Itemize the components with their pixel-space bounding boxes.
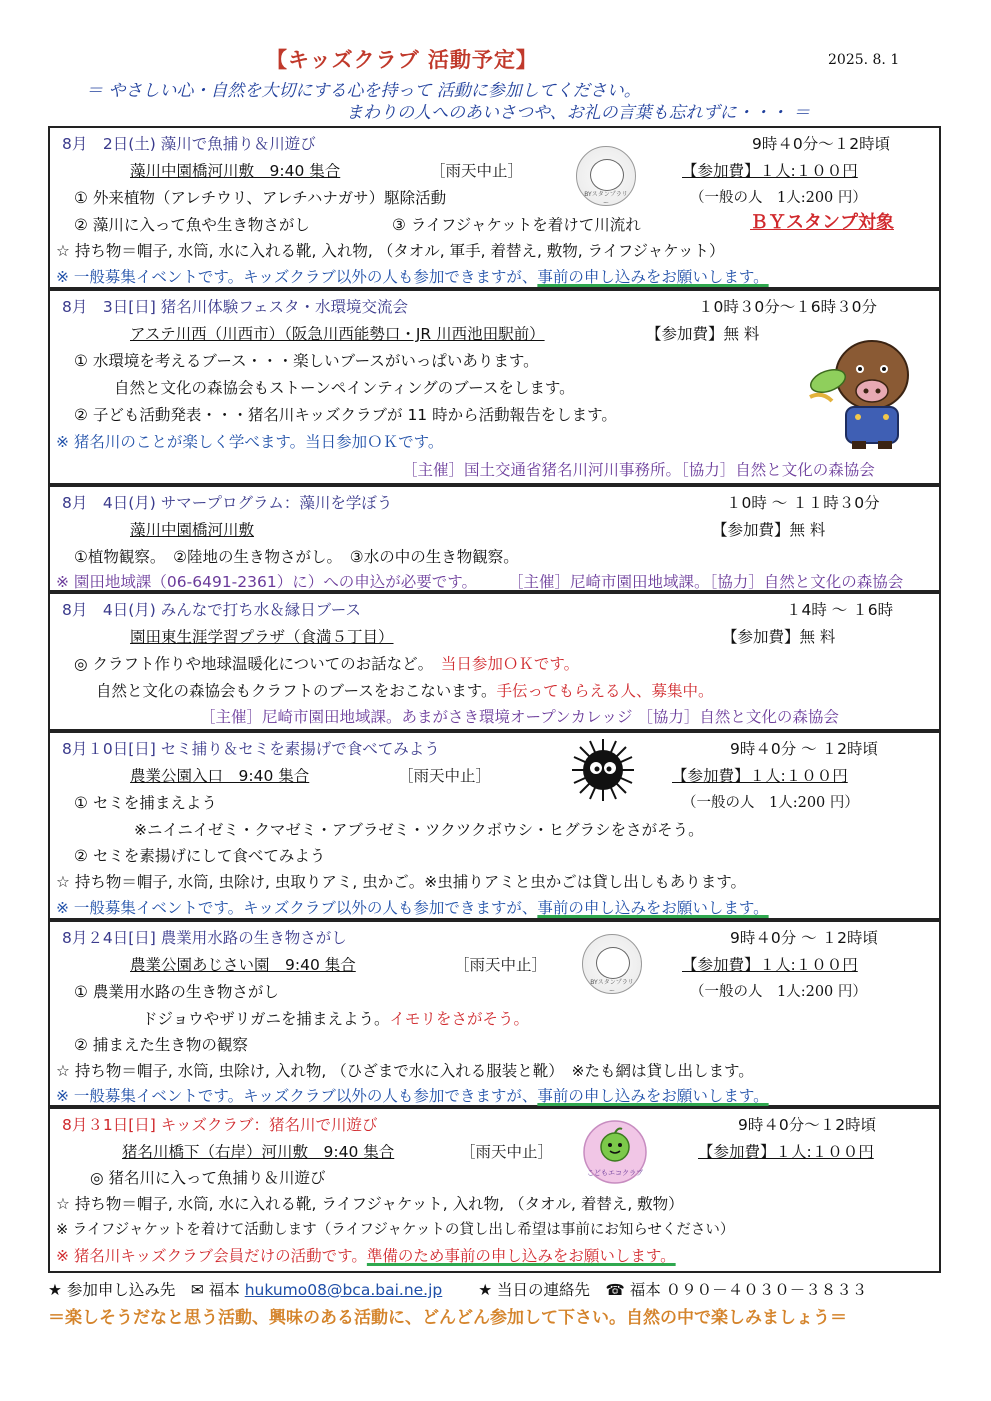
activity-line: 自然と文化の森協会もストーンペインティングのブースをします。 bbox=[114, 379, 575, 397]
notice bbox=[56, 1086, 769, 1106]
fee: 【参加費】１人:１００円 bbox=[698, 1143, 874, 1161]
event-place: 藻川中園橋河川敷 bbox=[130, 521, 255, 539]
notice-text: ※ 猪名川キッズクラブ会員だけの活動です。 bbox=[56, 1247, 367, 1265]
activity-line: ③ ライフジャケットを着けて川流れ bbox=[392, 216, 641, 234]
event-time: 9時４0分～１2時頃 bbox=[738, 1116, 877, 1134]
event-date-label: 8月２4日[日] bbox=[62, 929, 156, 947]
event-time: １4時 ～ １6時 bbox=[786, 601, 894, 619]
stamp-label: BYスタンプラリー bbox=[584, 191, 628, 207]
event-time: １0時 ～ １１時３0分 bbox=[726, 494, 880, 512]
event-section-aug24 bbox=[48, 920, 941, 1107]
event-date bbox=[62, 928, 347, 948]
apply-label: ★ 参加申し込み先 ✉ 福本 bbox=[48, 1281, 240, 1299]
boar-mascot-icon bbox=[802, 317, 918, 453]
notice bbox=[56, 267, 769, 287]
event-title: 藻川で魚捕り＆川遊び bbox=[160, 135, 316, 153]
activity-line: ① 農業用水路の生き物さがし bbox=[74, 983, 279, 1001]
event-section-aug4-program bbox=[48, 485, 941, 592]
event-date bbox=[62, 600, 361, 620]
activity-line bbox=[96, 681, 714, 701]
event-time: 9時４0分 ～ １2時頃 bbox=[730, 740, 878, 758]
items-list: ☆ 持ち物＝帽子, 水筒, 水に入れる靴, 入れ物, （タオル, 軍手, 着替え, 敷物, ライフジャケット） bbox=[56, 242, 725, 260]
fee-note: （一般の人 1人:200 円） bbox=[682, 795, 859, 811]
notice-request: 事前の申し込みをお願いします。 bbox=[537, 899, 769, 917]
event-section-aug31 bbox=[48, 1107, 941, 1273]
notice-request: 準備のため事前の申し込みをお願いします。 bbox=[366, 1247, 676, 1265]
notice-request: 事前の申し込みをお願いします。 bbox=[537, 1087, 769, 1105]
event-place: アステ川西（川西市）（阪急川西能勢口・JR 川西池田駅前） bbox=[130, 325, 545, 343]
organizer: ［主催］尼崎市園田地域課。あまがさき環境オープンカレッジ ［協力］自然と文化の森協会 bbox=[200, 708, 839, 726]
contact-info bbox=[48, 1278, 867, 1300]
notice-text: ※ 一般募集イベントです。キッズクラブ以外の人も参加できますが、 bbox=[56, 1087, 538, 1105]
activity-line bbox=[142, 1009, 529, 1029]
activity-highlight: イモリをさがそう。 bbox=[389, 1010, 530, 1028]
closing-message: ＝楽しそうだなと思う活動、興味のある活動に、どんどん参加して下さい。自然の中で楽しみましょう＝ bbox=[48, 1308, 847, 1328]
event-date bbox=[62, 134, 316, 154]
rain-note: ［雨天中止］ bbox=[454, 956, 548, 974]
event-date-label: 8月１0日[日] bbox=[62, 740, 156, 758]
badge-label: こどもエコクラブ bbox=[587, 1169, 643, 1177]
stamp-label: BYスタンプラリー bbox=[590, 979, 634, 995]
event-place: 農業公園入口 9:40 集合 bbox=[130, 767, 310, 785]
event-section-aug2 bbox=[48, 126, 941, 289]
event-date-label: 8月３1日[日] bbox=[62, 1116, 156, 1134]
activity-text: ドジョウやザリガニを捕まえよう。 bbox=[142, 1010, 390, 1028]
intro-line-1: ＝ やさしい心・自然を大切にする心を持って 活動に参加してください。 bbox=[86, 81, 641, 101]
event-title: みんなで打ち水＆縁日ブース bbox=[160, 601, 362, 619]
event-title: キッズクラブ：猪名川で川遊び bbox=[160, 1116, 378, 1134]
fee-note: （一般の人 1人:200 円） bbox=[690, 190, 867, 206]
notice: ※ 園田地域課（06-6491-2361）に）への申込が必要です。 bbox=[56, 573, 477, 591]
activity-line: ◎ 猪名川に入って魚捕り＆川遊び bbox=[90, 1169, 326, 1187]
event-title: 猪名川体験フェスタ・水環境交流会 bbox=[160, 298, 408, 316]
activity-line: ② 子ども活動発表・・・猪名川キッズクラブが 11 時から活動報告をします。 bbox=[74, 406, 617, 424]
fee: 【参加費】１人:１００円 bbox=[682, 956, 858, 974]
eco-club-badge-icon bbox=[582, 1119, 648, 1185]
activity-highlight: 手伝ってもらえる人、募集中。 bbox=[496, 682, 714, 700]
activity-line: ※ ライフジャケットを着けて活動します（ライフジャケットの貸し出し希望は事前にお知らせください） bbox=[56, 1222, 735, 1238]
items-list: ☆ 持ち物＝帽子, 水筒, 水に入れる靴, ライフジャケット, 入れ物, （タオル, 着替え, 敷物） bbox=[56, 1195, 684, 1213]
event-title: サマープログラム：藻川を学ぼう bbox=[160, 494, 393, 512]
fee: 【参加費】１人:１００円 bbox=[682, 162, 858, 180]
activity-line: ② 捕まえた生き物の観察 bbox=[74, 1036, 248, 1054]
event-place: 藻川中園橋河川敷 9:40 集合 bbox=[130, 162, 341, 180]
by-stamp-target: ＢＹスタンプ対象 bbox=[750, 212, 894, 233]
notice-request: 事前の申し込みをお願いします。 bbox=[537, 268, 769, 286]
activity-line: ② 藻川に入って魚や生き物さがし bbox=[74, 216, 310, 234]
event-date bbox=[62, 739, 440, 759]
page-title: 【キッズクラブ 活動予定】 bbox=[266, 48, 538, 72]
event-place: 農業公園あじさい園 9:40 集合 bbox=[130, 956, 356, 974]
event-date-label: 8月 4日(月) bbox=[62, 601, 156, 619]
event-date bbox=[62, 493, 392, 513]
event-place: 猪名川橋下（右岸）河川敷 9:40 集合 bbox=[122, 1143, 395, 1161]
by-stamp-icon bbox=[582, 934, 642, 994]
phone-contact: ★ 当日の連絡先 ☎ 福本 ０９０－４０３０－３８３３ bbox=[478, 1281, 868, 1299]
event-date-label: 8月 3日[日] bbox=[62, 298, 156, 316]
activity-text: ◎ クラフト作りや地球温暖化についてのお話など。 bbox=[74, 655, 426, 673]
activity-line: ※ニイニイゼミ・クマゼミ・アブラゼミ・ツクツクボウシ・ヒグラシをさがそう。 bbox=[134, 821, 704, 839]
event-date-label: 8月 2日(土) bbox=[62, 135, 156, 153]
event-title: セミ捕り＆セミを素揚げで食べてみよう bbox=[160, 740, 440, 758]
issue-date: 2025. 8. 1 bbox=[828, 52, 900, 68]
activity-line: ①植物観察。 ②陸地の生き物さがし。 ③水の中の生き物観察。 bbox=[74, 548, 519, 566]
activity-line: ① 水環境を考えるブース・・・楽しいブースがいっぱいあります。 bbox=[74, 352, 539, 370]
activity-highlight: 当日参加ＯＫです。 bbox=[440, 655, 580, 673]
event-date-label: 8月 4日(月) bbox=[62, 494, 156, 512]
event-section-aug4-booth bbox=[48, 592, 941, 731]
activity-text: 自然と文化の森協会もクラフトのブースをおこないます。 bbox=[96, 682, 497, 700]
event-date bbox=[62, 297, 408, 317]
notice: ※ 猪名川のことが楽しく学べます。当日参加ＯＫです。 bbox=[56, 433, 444, 451]
rain-note: ［雨天中止］ bbox=[460, 1143, 554, 1161]
items-list: ☆ 持ち物＝帽子, 水筒, 虫除け, 入れ物, （ひざまで水に入れる服装と靴） ※たも網は貸し出します。 bbox=[56, 1062, 754, 1080]
notice-text: ※ 一般募集イベントです。キッズクラブ以外の人も参加できますが、 bbox=[56, 268, 538, 286]
fee: 【参加費】無 料 bbox=[722, 628, 836, 646]
soot-sprite-icon bbox=[570, 737, 636, 803]
intro-line-2: まわりの人へのあいさつや、お礼の言葉も忘れずに・・・ ＝ bbox=[346, 103, 811, 123]
activity-line: ② セミを素揚げにして食べてみよう bbox=[74, 847, 326, 865]
activity-line: ① 外来植物（アレチウリ、アレチハナガサ）駆除活動 bbox=[74, 189, 447, 207]
event-place: 園田東生涯学習プラザ（食満５丁目） bbox=[130, 628, 394, 646]
notice bbox=[56, 1246, 676, 1266]
rain-note: ［雨天中止］ bbox=[430, 162, 524, 180]
notice bbox=[56, 898, 769, 918]
fee: 【参加費】１人:１００円 bbox=[672, 767, 848, 785]
event-section-aug10 bbox=[48, 731, 941, 920]
fee: 【参加費】無 料 bbox=[646, 325, 760, 343]
event-time: 9時４0分 ～ １2時頃 bbox=[730, 929, 878, 947]
event-date bbox=[62, 1115, 377, 1135]
fee-note: （一般の人 1人:200 円） bbox=[690, 984, 867, 1000]
event-time: 9時４0分～１2時頃 bbox=[752, 135, 891, 153]
rain-note: ［雨天中止］ bbox=[398, 767, 492, 785]
event-title: 農業用水路の生き物さがし bbox=[160, 929, 347, 947]
by-stamp-icon bbox=[576, 146, 636, 206]
activity-line: ① セミを捕まえよう bbox=[74, 794, 217, 812]
fee: 【参加費】無 料 bbox=[712, 521, 826, 539]
email-link[interactable]: hukumo08@bca.bai.ne.jp bbox=[244, 1281, 443, 1299]
activity-line bbox=[74, 654, 579, 674]
event-section-aug3 bbox=[48, 289, 941, 485]
organizer: ［主催］尼崎市園田地域課。［協力］自然と文化の森協会 bbox=[508, 573, 904, 591]
notice-text: ※ 一般募集イベントです。キッズクラブ以外の人も参加できますが、 bbox=[56, 899, 538, 917]
items-list: ☆ 持ち物＝帽子, 水筒, 虫除け, 虫取りアミ, 虫かご。※虫捕りアミと虫かごは貸し出しもあります。 bbox=[56, 873, 746, 891]
event-time: １0時３0分～１6時３0分 bbox=[698, 298, 877, 316]
organizer: ［主催］国土交通省猪名川河川事務所。［協力］自然と文化の森協会 bbox=[402, 461, 875, 479]
